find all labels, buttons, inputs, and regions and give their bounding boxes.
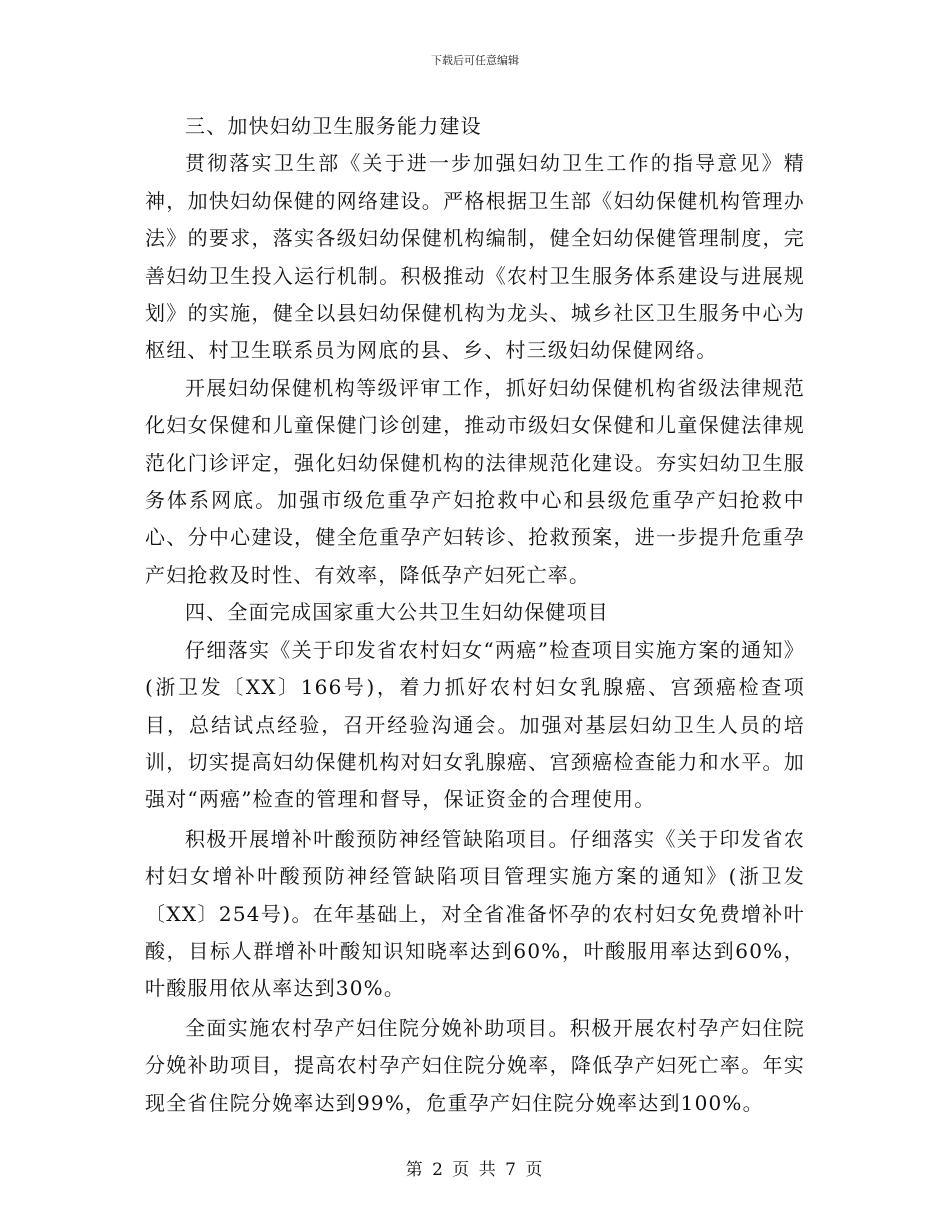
section-heading-3: 三、加快妇幼卫生服务能力建设: [185, 114, 482, 138]
paragraph-1: 贯彻落实卫生部《关于进一步加强妇幼卫生工作的指导意见》精神，加快妇幼保健的网络建设。严格根据卫生部《妇幼保健机构管理办法》的要求，落实各级妇幼保健机构编制，健全妇幼保健管理制度，完善妇幼卫生投入运行机制。积极推动《农村卫生服务体系建设与进展规划》的实施，健全以县妇幼保健机构为龙头、城乡社区卫生服务中心为枢纽、村卫生联系员为网底的县、乡、村三级妇幼保健网络。: [145, 151, 805, 363]
paragraph-3: 仔细落实《关于印发省农村妇女“两癌”检查项目实施方案的通知》(浙卫发〔XX〕166号)，着力抓好农村妇女乳腺癌、宫颈癌检查项目，总结试点经验，召开经验沟通会。加强对基层妇幼卫生人员的培训，切实提高妇幼保健机构对妇女乳腺癌、宫颈癌检查能力和水平。加强对“两癌”检查的管理和督导，保证资金的合理使用。: [145, 637, 805, 812]
paragraph-5: 全面实施农村孕产妇住院分娩补助项目。积极开展农村孕产妇住院分娩补助项目，提高农村孕产妇住院分娩率，降低孕产妇死亡率。年实现全省住院分娩率达到99%，危重孕产妇住院分娩率达到100%。: [145, 1015, 805, 1115]
section-heading-4: 四、全面完成国家重大公共卫生妇幼保健项目: [185, 600, 609, 625]
paragraph-2: 开展妇幼保健机构等级评审工作，抓好妇幼保健机构省级法律规范化妇女保健和儿童保健门诊创建，推动市级妇女保健和儿童保健法律规范化门诊评定，强化妇幼保健机构的法律规范化建设。夯实妇幼卫生服务体系网底。加强市级危重孕产妇抢救中心和县级危重孕产妇抢救中心、分中心建设，健全危重孕产妇转诊、抢救预案，进一步提升危重孕产妇抢救及时性、有效率，降低孕产妇死亡率。: [145, 375, 805, 587]
page-number-footer: 第 2 页 共 7 页: [405, 1160, 545, 1180]
paragraph-4: 积极开展增补叶酸预防神经管缺陷项目。仔细落实《关于印发省农村妇女增补叶酸预防神经管缺陷项目管理实施方案的通知》(浙卫发〔XX〕254号)。在年基础上，对全省准备怀孕的农村妇女免费增补叶酸，目标人群增补叶酸知识知晓率达到60%，叶酸服用率达到60%，叶酸服用依从率达到30%。: [145, 826, 805, 1001]
page-header-note: 下载后可任意编辑: [431, 54, 519, 67]
document-body: [145, 108, 805, 1122]
